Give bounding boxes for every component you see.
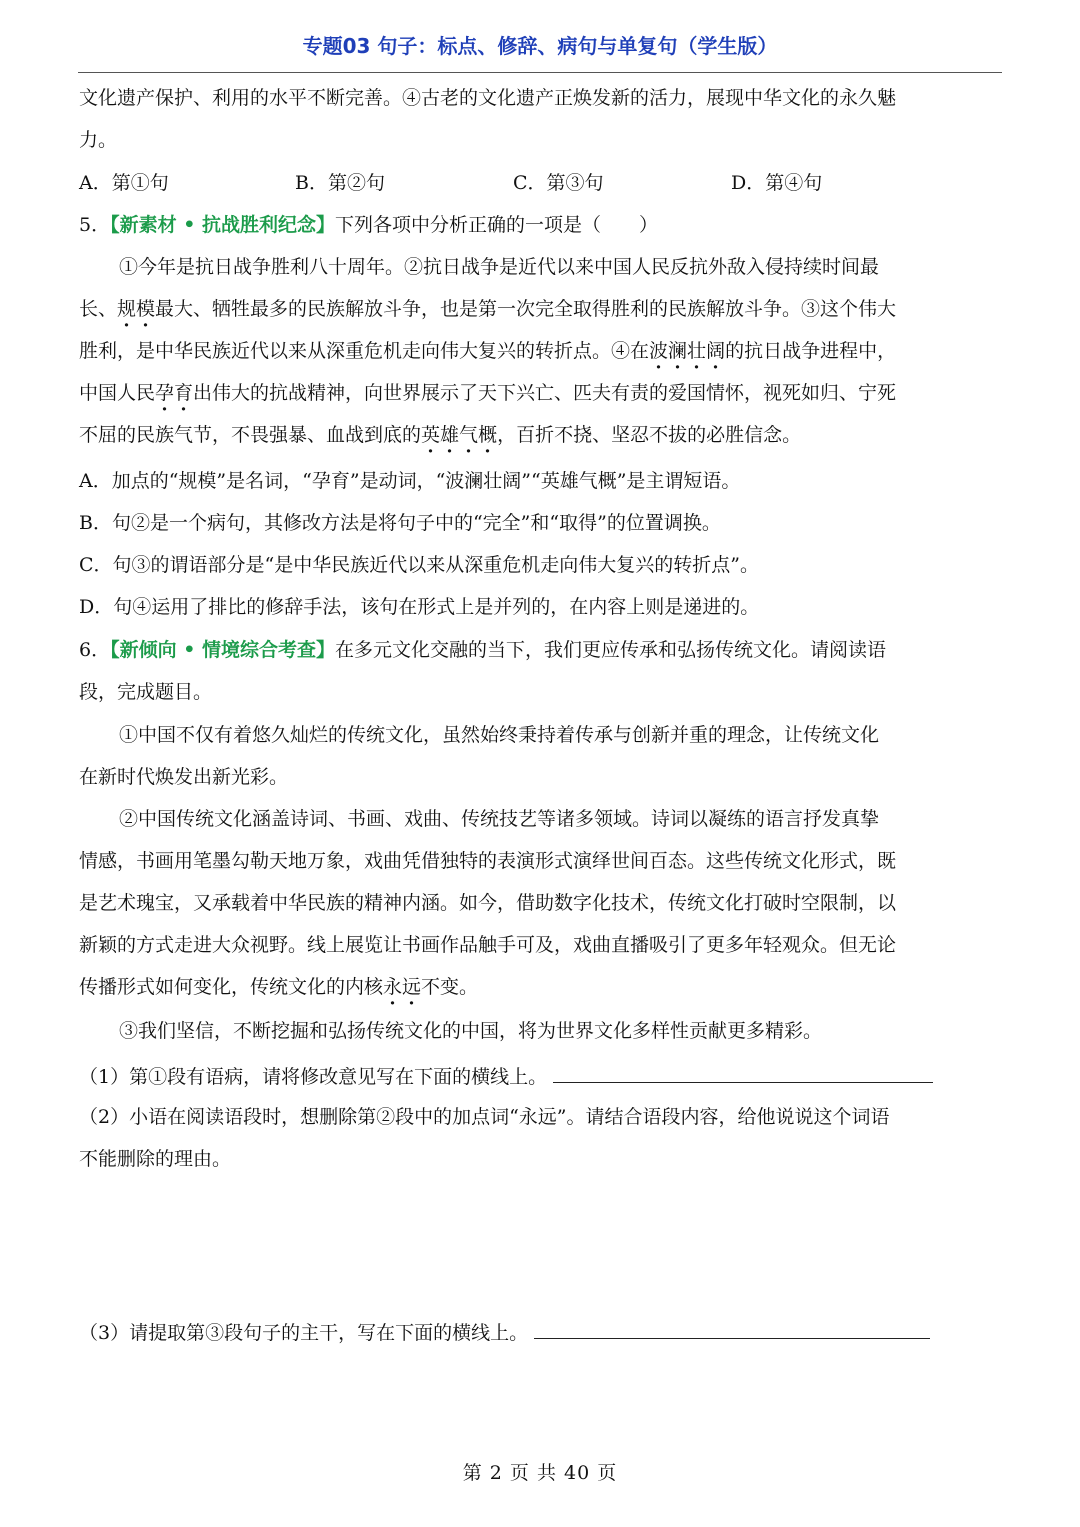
q6-para1-line-2: 在新时代焕发出新光彩。 <box>79 766 289 788</box>
page-header-title: 专题03 句子：标点、修辞、病句与单复句（学生版） <box>302 34 778 58</box>
q6-para2-line-2: 情感，书画用笔墨勾勒天地万象，戏曲凭借独特的表演形式演绎世间百态。这些传统文化形式，既 <box>79 850 897 872</box>
q4-continuation-line-2: 力。 <box>79 129 118 151</box>
dotted-char: 孕 <box>155 382 175 404</box>
dotted-char: 远 <box>402 976 422 998</box>
q5-text: 中国人民 <box>79 382 156 404</box>
q4-option-d: D．第④句 <box>731 172 823 194</box>
dotted-char: 澜 <box>668 340 688 362</box>
q5-passage-line-5 <box>79 420 801 450</box>
q6-text: 不变。 <box>421 976 479 998</box>
q6-para2-line-1: ②中国传统文化涵盖诗词、书画、戏曲、传统技艺等诸多领域。诗词以凝练的语言抒发真挚 <box>119 808 880 830</box>
q5-text: ，百折不挠、坚忍不拔的必胜信念。 <box>497 424 802 446</box>
dotted-char: 永 <box>383 976 403 998</box>
q4-option-c: C．第③句 <box>513 172 604 194</box>
dotted-char: 模 <box>136 298 156 320</box>
q6-stem-line-1 <box>79 635 886 665</box>
q5-text: 出伟大的抗战精神，向世界展示了天下兴亡、匹夫有责的爱国情怀，视死如归、宁死 <box>193 382 897 404</box>
q4-options <box>79 168 1001 198</box>
q6-para2-line-5 <box>79 972 478 1002</box>
q5-number: 5． <box>79 214 111 236</box>
answer-blank-3[interactable] <box>534 1316 930 1339</box>
q5-text: 不屈的民族气节，不畏强暴、血战到底的 <box>79 424 422 446</box>
q5-tag: 【新素材 • 抗战胜利纪念】 <box>110 214 335 236</box>
q4-option-b: B．第②句 <box>295 172 385 194</box>
dotted-char: 规 <box>117 298 137 320</box>
q6-para3: ③我们坚信，不断挖掘和弘扬传统文化的中国，将为世界文化多样性贡献更多精彩。 <box>119 1020 823 1042</box>
dotted-char: 雄 <box>440 424 460 446</box>
q5-option-b: B．句②是一个病句，其修改方法是将句子中的“完全”和“取得”的位置调换。 <box>79 512 721 534</box>
page-footer: 第 2 页 共 40 页 <box>462 1462 618 1484</box>
q5-option-d: D．句④运用了排比的修辞手法，该句在形式上是并列的，在内容上则是递进的。 <box>79 596 760 618</box>
q4-option-a: A．第①句 <box>79 172 169 194</box>
q5-passage-line-2 <box>79 294 896 324</box>
q5-passage-line-3 <box>79 336 896 366</box>
q5-text: 胜利，是中华民族近代以来从深重危机走向伟大复兴的转折点。④在 <box>79 340 650 362</box>
q6-tag: 【新倾向 • 情境综合考查】 <box>110 639 335 661</box>
q6-sub3-text: （3）请提取第③段句子的主干，写在下面的横线上。 <box>79 1322 529 1344</box>
q6-sub2-line-1: （2）小语在阅读语段时，想删除第②段中的加点词“永远”。请结合语段内容，给他说说这个词语 <box>79 1106 890 1128</box>
q6-sub3 <box>79 1316 930 1346</box>
q6-sub1-text: （1）第①段有语病，请将修改意见写在下面的横线上。 <box>79 1066 548 1088</box>
q5-text: 长、 <box>79 298 118 320</box>
q4-continuation-line-1: 文化遗产保护、利用的水平不断完善。④古老的文化遗产正焕发新的活力，展现中华文化的永久魅 <box>79 87 897 109</box>
q6-sub2-line-2: 不能删除的理由。 <box>79 1148 232 1170</box>
dotted-char: 阔 <box>706 340 726 362</box>
q6-number: 6． <box>79 639 111 661</box>
q5-text: 的抗日战争进程中， <box>725 340 897 362</box>
dotted-char: 概 <box>478 424 498 446</box>
answer-blank-1[interactable] <box>553 1060 933 1083</box>
q6-text: 传播形式如何变化，传统文化的内核 <box>79 976 384 998</box>
q5-passage-line-4 <box>79 378 896 408</box>
q6-sub1 <box>79 1060 933 1090</box>
q6-para2-line-3: 是艺术瑰宝，又承载着中华民族的精神内涵。如今，借助数字化技术，传统文化打破时空限制，以 <box>79 892 897 914</box>
dotted-char: 英 <box>421 424 441 446</box>
dotted-char: 壮 <box>687 340 707 362</box>
q5-question: 下列各项中分析正确的一项是（ ） <box>334 214 658 236</box>
q6-para2-line-4: 新颖的方式走进大众视野。线上展览让书画作品触手可及，戏曲直播吸引了更多年轻观众。但无论 <box>79 934 897 956</box>
q6-question: 在多元文化交融的当下，我们更应传承和弘扬传统文化。请阅读语 <box>334 639 886 661</box>
q5-stem <box>79 210 658 240</box>
q6-stem-line-2: 段，完成题目。 <box>79 681 213 703</box>
q6-para1-line-1: ①中国不仅有着悠久灿烂的传统文化，虽然始终秉持着传承与创新并重的理念，让传统文化 <box>119 724 880 746</box>
dotted-char: 波 <box>649 340 669 362</box>
header-divider <box>78 72 1002 73</box>
q5-option-c: C．句③的谓语部分是“是中华民族近代以来从深重危机走向伟大复兴的转折点”。 <box>79 554 759 576</box>
q5-option-a: A．加点的“规模”是名词，“孕育”是动词，“波澜壮阔”“英雄气概”是主谓短语。 <box>79 470 741 492</box>
dotted-char: 育 <box>174 382 194 404</box>
dotted-char: 气 <box>459 424 479 446</box>
q5-passage-line-1: ①今年是抗日战争胜利八十周年。②抗日战争是近代以来中国人民反抗外敌入侵持续时间最 <box>119 256 880 278</box>
q5-text: 最大、牺牲最多的民族解放斗争，也是第一次完全取得胜利的民族解放斗争。③这个伟大 <box>155 298 897 320</box>
